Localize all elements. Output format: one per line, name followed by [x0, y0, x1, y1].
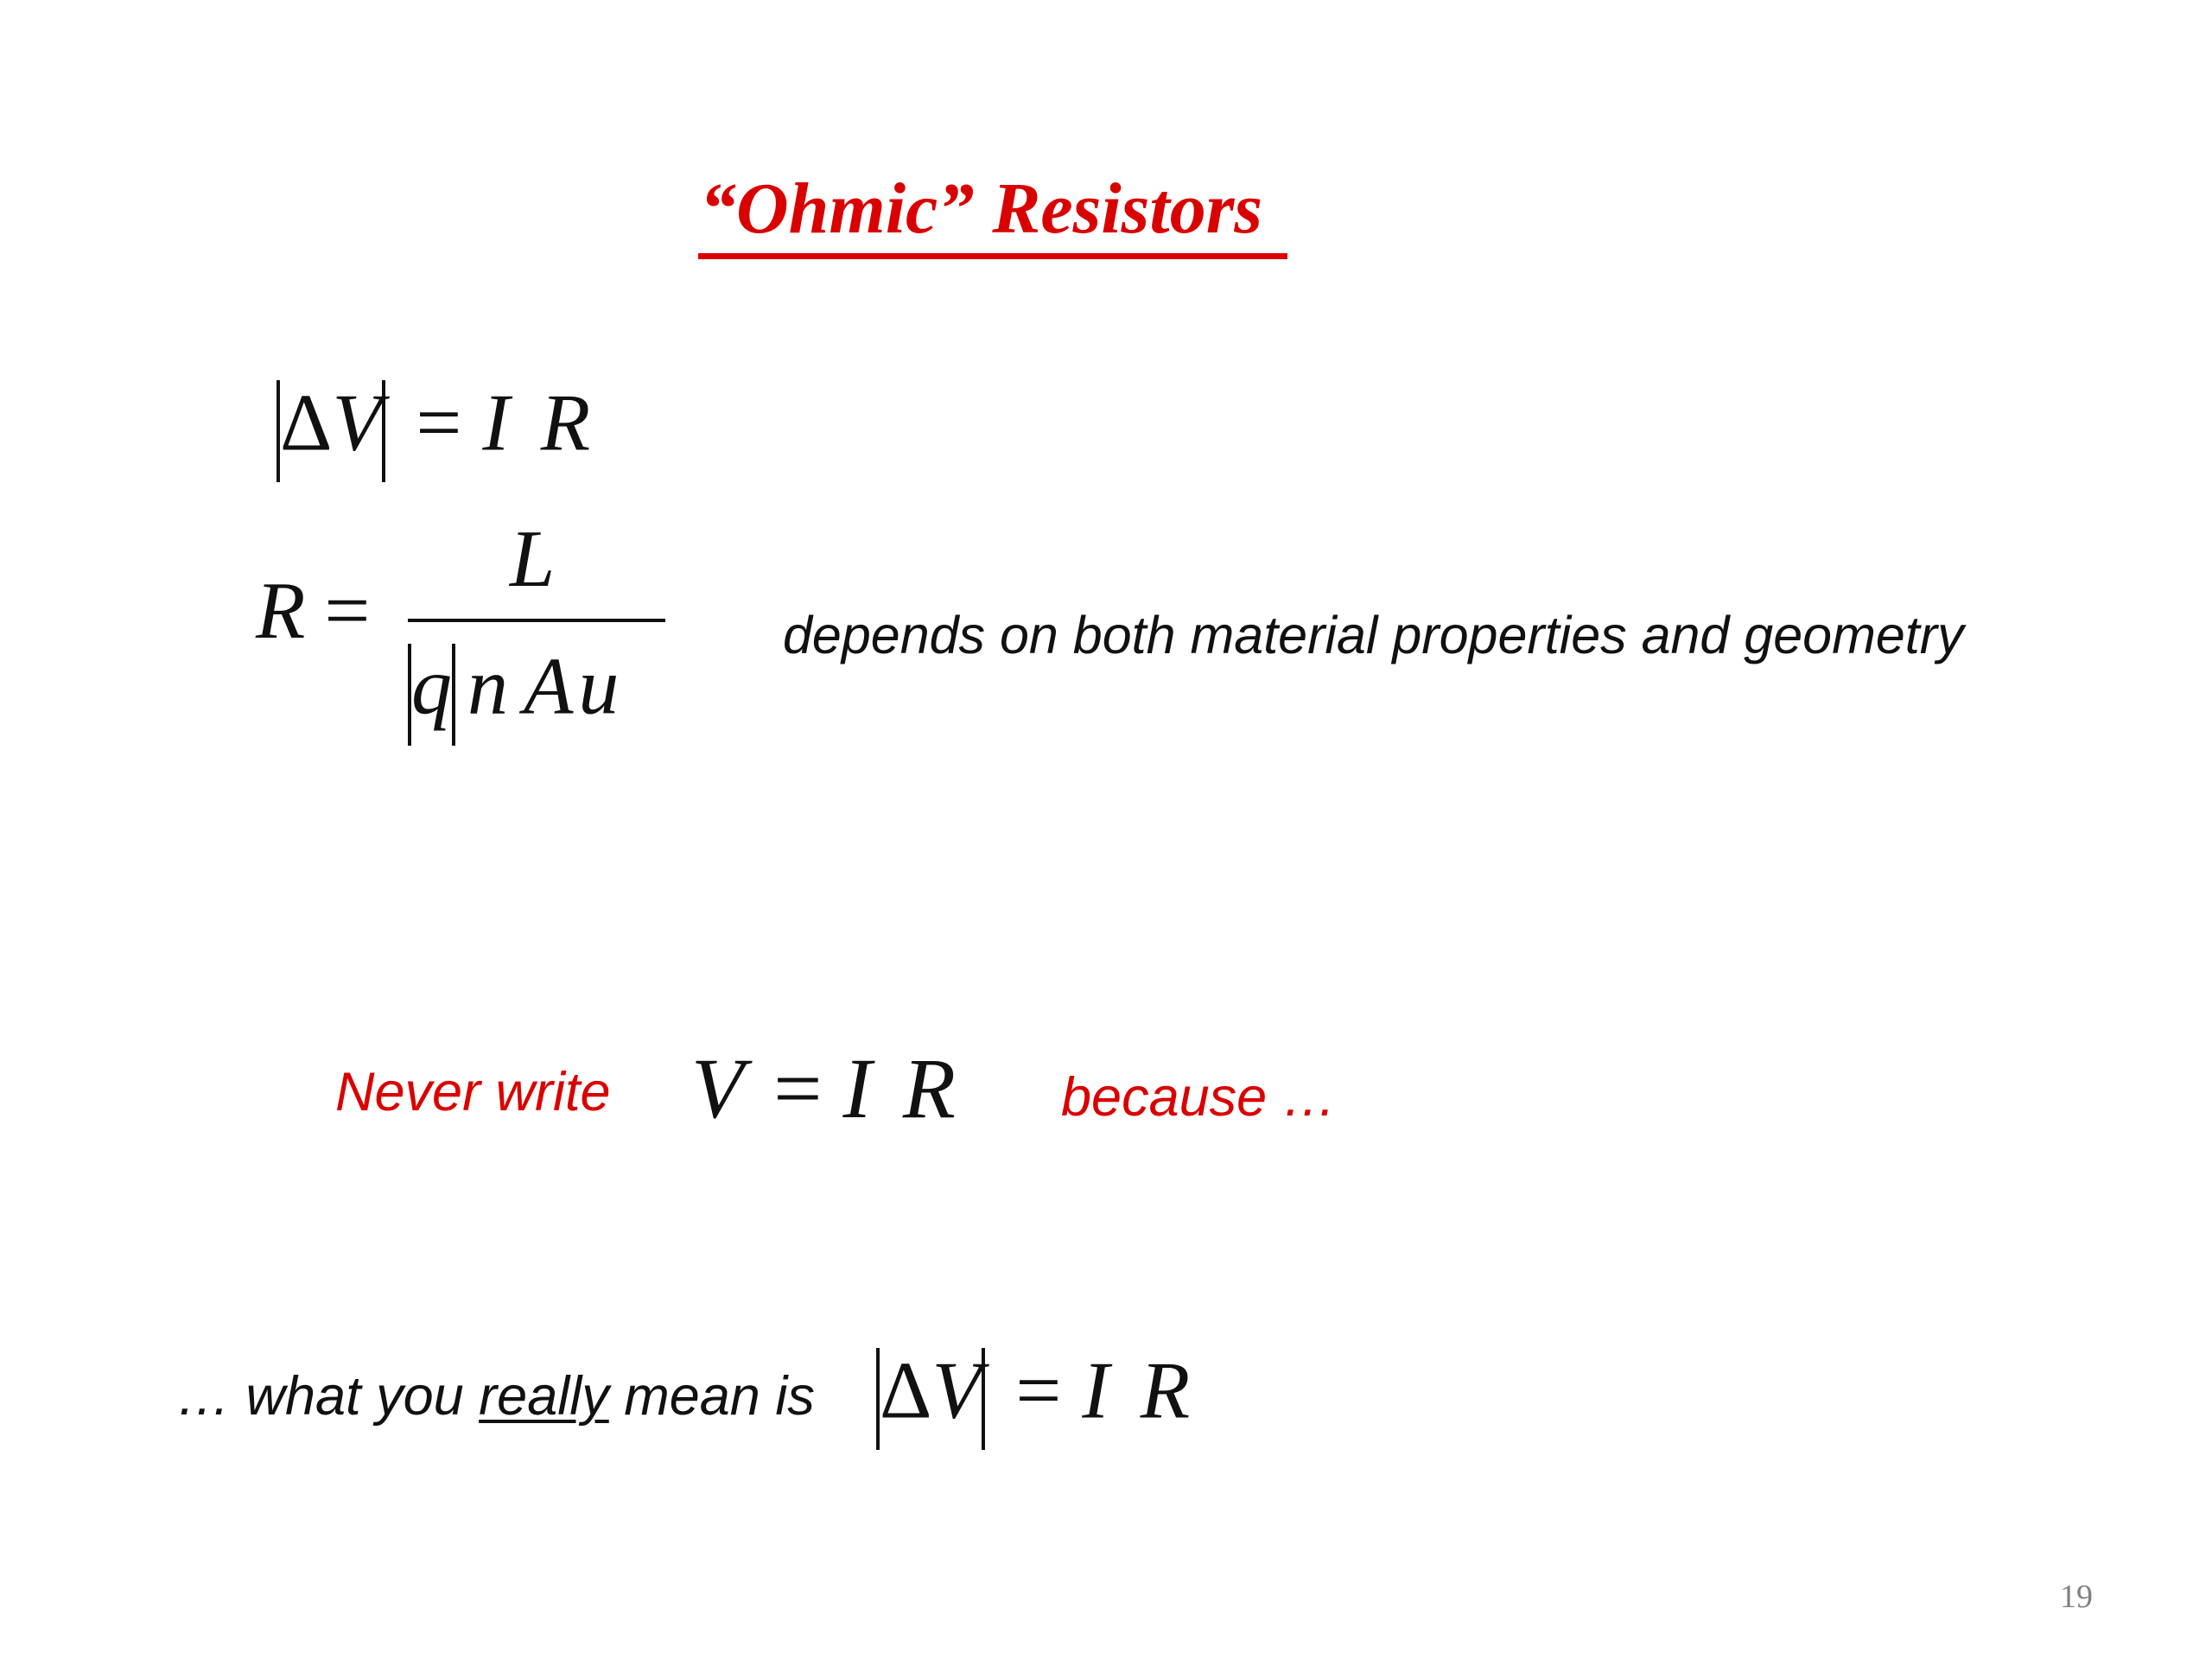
var-R: R — [1140, 1345, 1191, 1436]
equals-sign: = — [1015, 1345, 1062, 1436]
var-R: R — [540, 378, 591, 468]
fraction-numerator: L — [510, 514, 556, 604]
abs-bar-right — [452, 644, 455, 746]
var-V: V — [691, 1040, 745, 1136]
title-underline — [698, 253, 1287, 259]
abs-bar-right — [982, 1348, 985, 1450]
because-label: because … — [1061, 1067, 1337, 1128]
var-I: I — [482, 378, 510, 468]
page-number: 19 — [2060, 1579, 2093, 1615]
mean-prefix: … what you — [176, 1366, 480, 1427]
never-write-label: Never write — [335, 1062, 611, 1122]
equation-wrong-form — [691, 1040, 956, 1136]
resistance-note: depends on both material properties and geometry — [783, 606, 1964, 664]
equals-sign: = — [773, 1040, 823, 1136]
equals-sign: = — [416, 378, 462, 468]
slide-title: “Ohmic” Resistors — [700, 168, 1263, 249]
mean-underlined-word: really — [479, 1366, 609, 1427]
really-mean-text — [176, 1365, 815, 1427]
var-V: V — [931, 1345, 982, 1436]
equation-correct-form — [876, 1345, 1191, 1450]
var-n: n — [467, 641, 508, 732]
equation-ohms-law-magnitude — [276, 380, 590, 482]
var-I: I — [842, 1040, 872, 1136]
var-u: u — [578, 641, 620, 732]
fraction-denominator — [408, 641, 620, 746]
var-I: I — [1082, 1345, 1109, 1436]
var-R: R — [256, 566, 306, 656]
fraction-bar — [408, 619, 665, 622]
mean-suffix: mean is — [608, 1366, 815, 1427]
equals-sign: = — [324, 566, 371, 656]
var-V: V — [332, 378, 382, 468]
abs-bar-right — [382, 380, 385, 482]
var-A: A — [524, 641, 574, 732]
delta-symbol: Δ — [880, 1345, 932, 1436]
equation-resistance-lhs — [256, 566, 371, 656]
var-q: q — [411, 641, 452, 732]
delta-symbol: Δ — [280, 378, 333, 468]
var-R: R — [902, 1040, 956, 1136]
